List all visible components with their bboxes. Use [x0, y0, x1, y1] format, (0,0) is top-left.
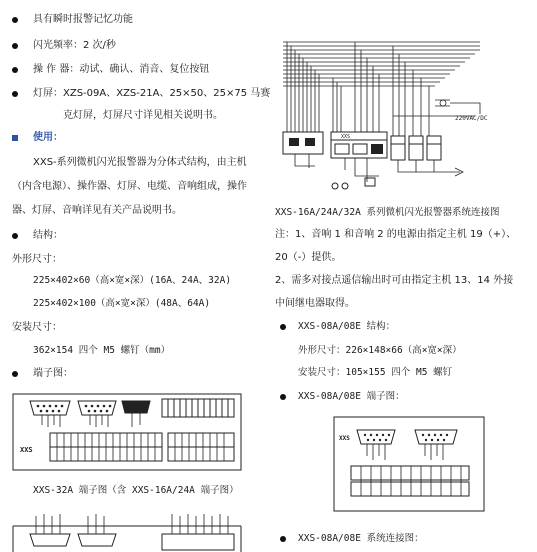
voltage-label: 220VAC/DC: [455, 115, 488, 122]
usage-heading: 使用：: [33, 132, 63, 143]
mount-size-label: 安装尺寸：: [12, 322, 62, 333]
xxs08-mount-size: 安装尺寸：105×155 四个 M5 螺钉: [298, 367, 453, 378]
xxs08-structure: XXS-08A/08E 结构：: [298, 321, 396, 332]
note-line-4: 中间继电器取得。: [275, 298, 355, 309]
structure-heading: 结构：: [33, 230, 63, 241]
feature-memory: 具有瞬时报警记忆功能: [33, 14, 133, 25]
section-marker: [12, 135, 18, 141]
bullet: [280, 394, 286, 400]
usage-paragraph-1: XXS-系列微机闪光报警器为分体式结构，由主机: [33, 157, 247, 168]
xxs08-system-heading: XXS-08A/08E 系统连接图：: [298, 533, 424, 544]
note-line-1: 注：1、音响 1 和音响 2 的电源由指定主机 19（+）、: [275, 229, 517, 240]
bullet: [12, 91, 18, 97]
bullet: [280, 324, 286, 330]
terminal-diagram-partial: [12, 512, 242, 552]
lamp-spec-line2: 克灯屏，灯屏尺寸详见相关说明书。: [63, 110, 223, 121]
terminal-diagram-32a: [12, 393, 242, 471]
terminal-label: XXS: [20, 446, 33, 454]
lamp-spec-line1: 灯屏：XZS-09A、XZS-21A、25×50、25×75 马赛: [33, 88, 271, 99]
usage-paragraph-3: 器、灯屏、音响详见有关产品说明书。: [12, 205, 182, 216]
system-connection-diagram: [275, 36, 490, 196]
bullet: [12, 43, 18, 49]
system-diagram-caption: XXS-16A/24A/32A 系列微机闪光报警器系统连接图: [275, 207, 500, 218]
main-unit-label: XXS: [341, 134, 351, 140]
bullet: [12, 233, 18, 239]
mount-size-value: 362×154 四个 M5 螺钉（mm）: [33, 345, 171, 356]
outline-size-label: 外形尺寸：: [12, 254, 62, 265]
bullet: [12, 67, 18, 73]
xxs08-terminal-diagram: [333, 416, 485, 512]
bullet: [12, 371, 18, 377]
xxs08-terminal-label: XXS: [339, 435, 350, 442]
flash-frequency: 闪光频率：2 次/秒: [33, 40, 116, 51]
bullet: [12, 17, 18, 23]
outline-size-1: 225×402×60（高×宽×深）(16A、24A、32A): [33, 275, 232, 286]
usage-paragraph-2: （内含电源）、操作器、灯屏、电缆、音响组成，操作: [12, 181, 247, 192]
outline-size-2: 225×402×100（高×宽×深）(48A、64A): [33, 298, 211, 309]
xxs08-outline-size: 外形尺寸：226×148×66（高×宽×深）: [298, 345, 462, 356]
operator-spec: 操 作 器：动试、确认、消音、复位按钮: [33, 64, 210, 75]
bullet: [280, 536, 286, 542]
note-line-2: 20（-）提供。: [275, 252, 342, 263]
xxs08-terminal-heading: XXS-08A/08E 端子图：: [298, 391, 405, 402]
terminal-heading: 端子图：: [33, 368, 73, 379]
figure-caption-32a: XXS-32A 端子图（含 XXS-16A/24A 端子图）: [33, 485, 239, 496]
note-line-3: 2、需多对接点遥信输出时可由指定主机 13、14 外接: [275, 275, 514, 286]
